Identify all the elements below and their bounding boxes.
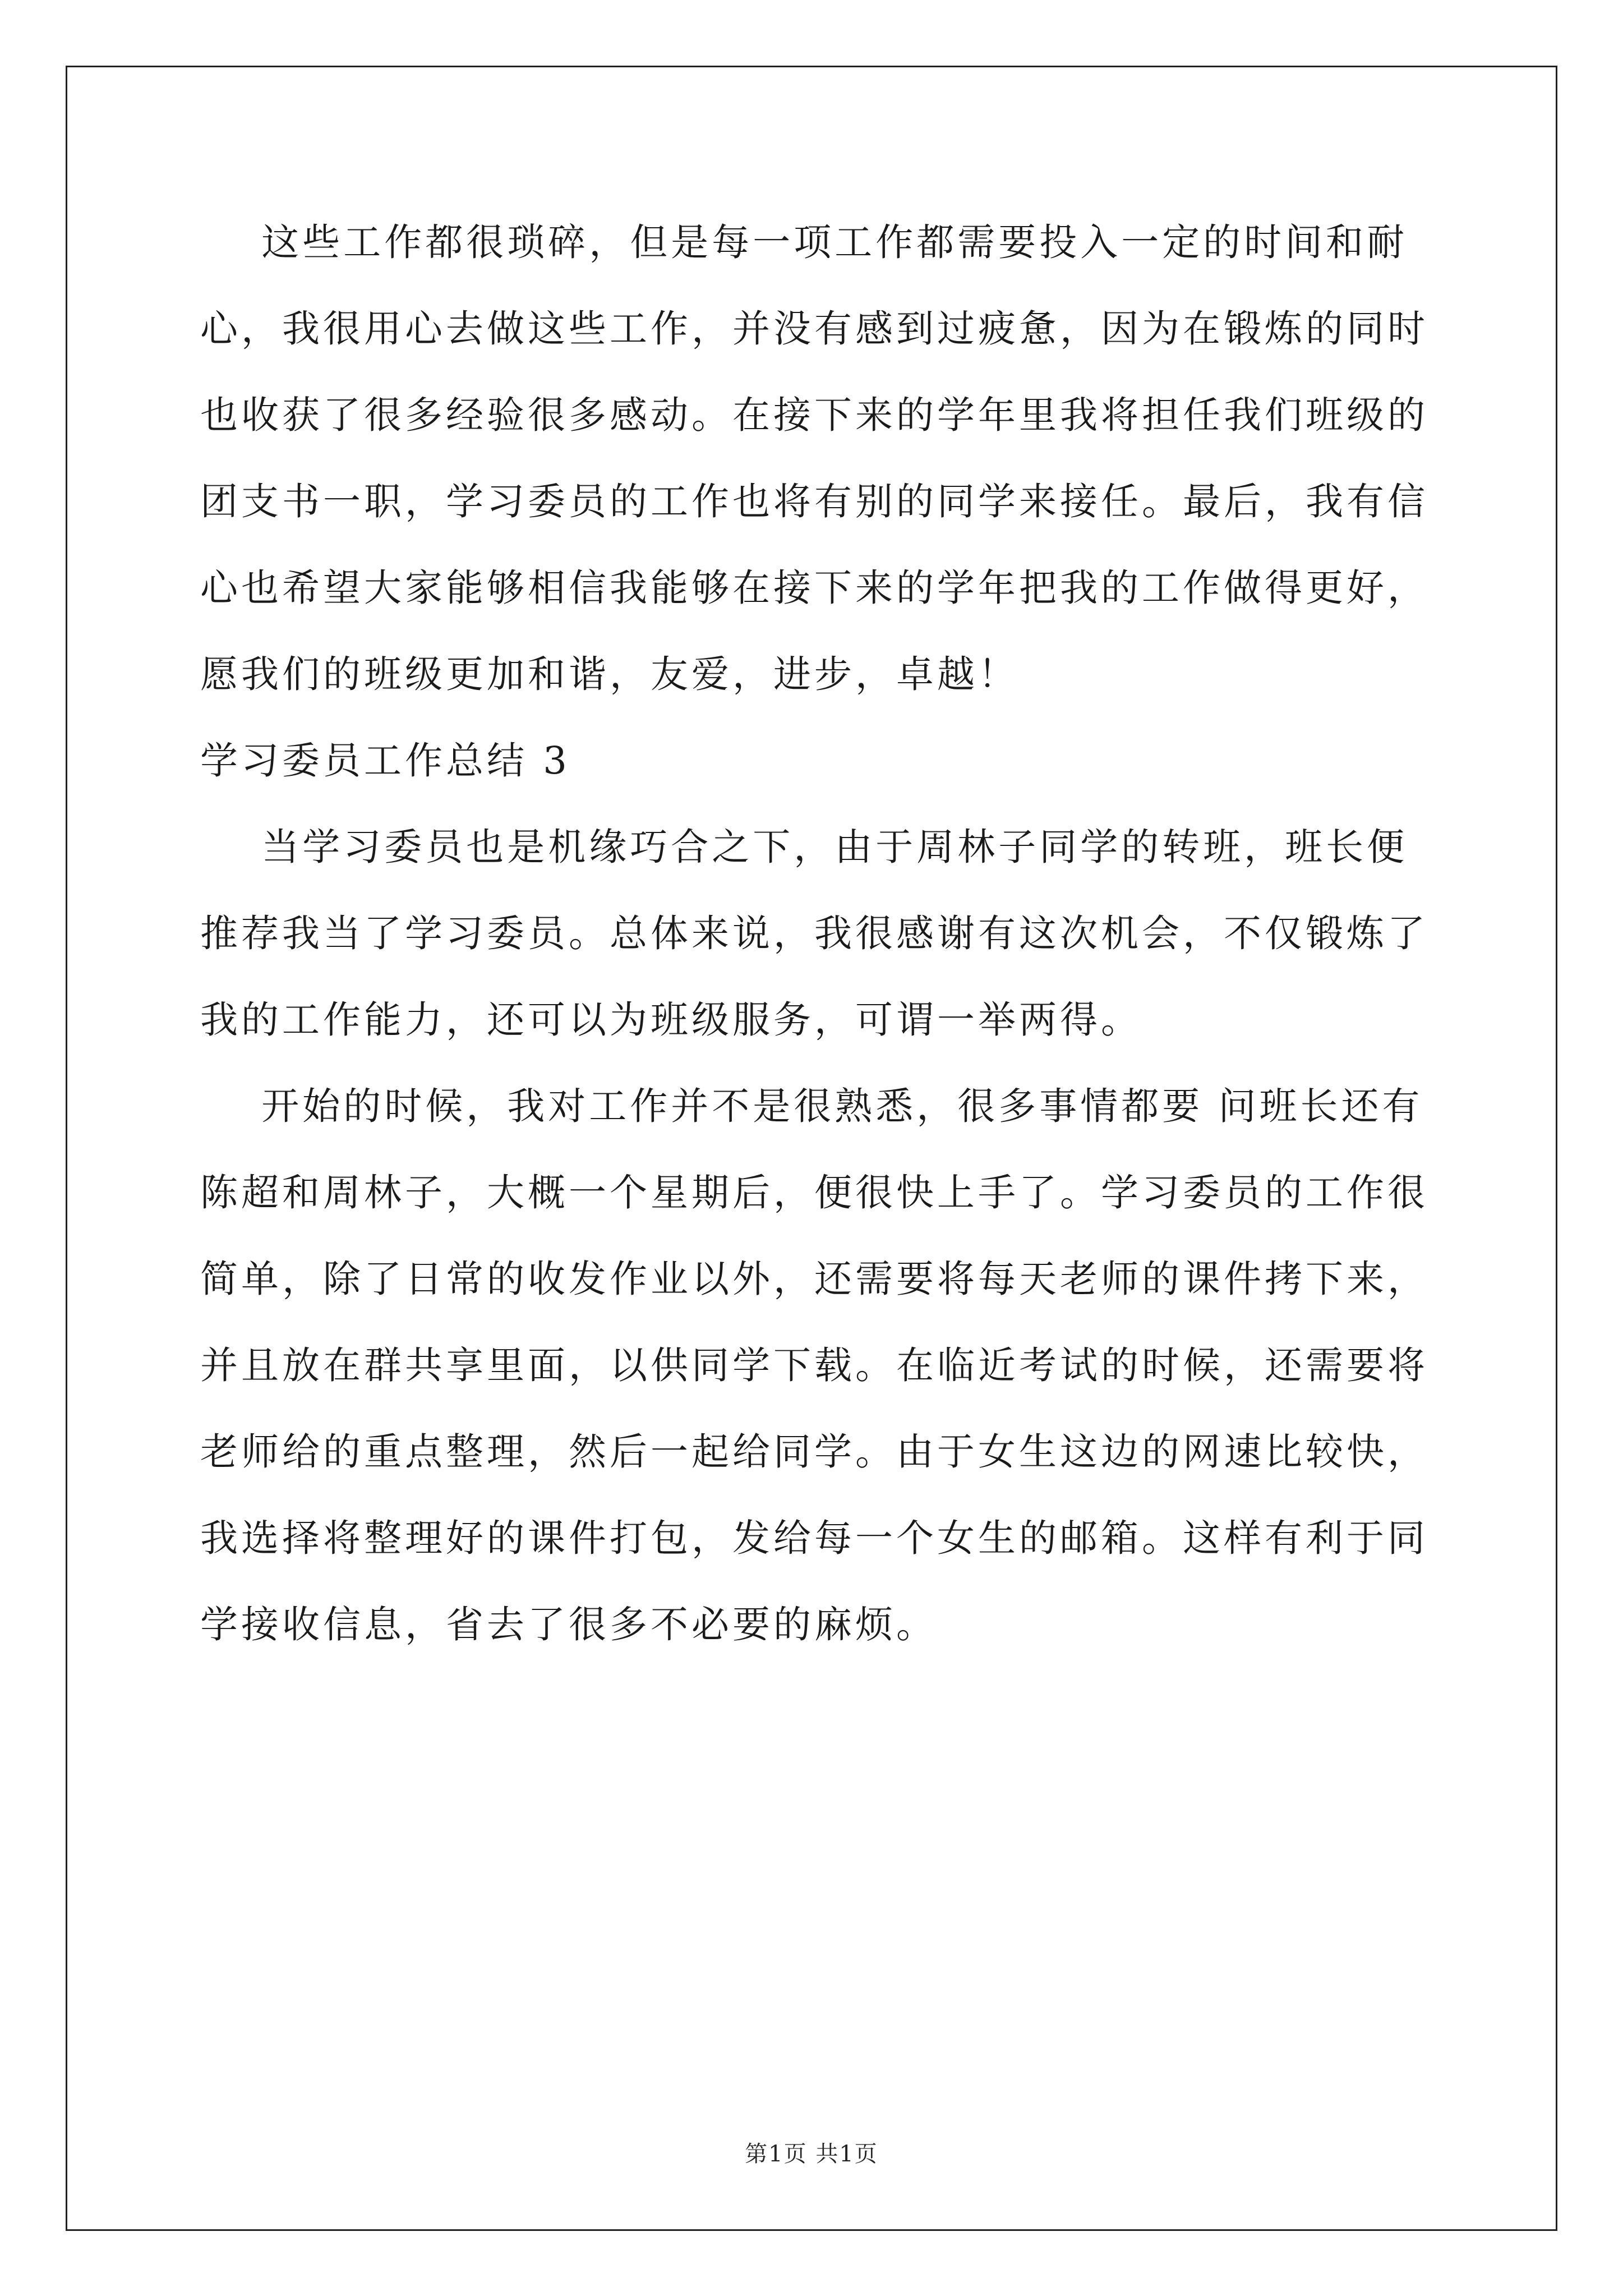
text-line: 我的工作能力，还可以为班级服务，可谓一举两得。 [200, 998, 1142, 1042]
text-line: 推荐我当了学习委员。总体来说，我很感谢有这次机会，不仅锻炼了 [200, 912, 1428, 955]
text-line: 团支书一职，学习委员的工作也将有别的同学来接任。最后，我有信 [200, 480, 1428, 523]
text-line: 并且放在群共享里面，以供同学下载。在临近考试的时候，还需要将 [200, 1343, 1428, 1387]
text-line: 学接收信息，省去了很多不必要的麻烦。 [200, 1603, 937, 1646]
paragraph [200, 804, 1434, 1063]
paragraph [200, 1063, 1434, 1668]
text-line: 心，我很用心去做这些工作，并没有感到过疲惫，因为在锻炼的同时 [200, 307, 1428, 351]
text-line: 陈超和周林子，大概一个星期后，便很快上手了。学习委员的工作很 [200, 1171, 1428, 1214]
text-line: 简单，除了日常的收发作业以外，还需要将每天老师的课件拷下来， [200, 1257, 1428, 1301]
text-line: 也收获了很多经验很多感动。在接下来的学年里我将担任我们班级的 [200, 393, 1428, 437]
text-line: 这些工作都很琐碎，但是每一项工作都需要投入一定的时间和耐 [200, 220, 1408, 264]
text-line: 开始的时候，我对工作并不是很熟悉，很多事情都要 问班长还有 [200, 1084, 1423, 1128]
text-line: 心也希望大家能够相信我能够在接下来的学年把我的工作做得更好， [200, 566, 1428, 610]
text-line: 当学习委员也是机缘巧合之下，由于周林子同学的转班，班长便 [200, 825, 1408, 869]
text-line: 老师给的重点整理，然后一起给同学。由于女生这边的网速比较快， [200, 1430, 1428, 1474]
section-heading: 学习委员工作总结 3 [200, 739, 570, 783]
page-footer: 第1页 共1页 [745, 2141, 878, 2167]
bottom-paragraphs [200, 804, 1434, 1668]
document-body [200, 199, 1434, 1668]
top-paragraphs [200, 199, 1434, 717]
text-line: 我选择将整理好的课件打包，发给每一个女生的邮箱。这样有利于同 [200, 1516, 1428, 1560]
paragraph [200, 199, 1434, 717]
text-line: 愿我们的班级更加和谐，友爱，进步，卓越！ [200, 652, 1019, 696]
